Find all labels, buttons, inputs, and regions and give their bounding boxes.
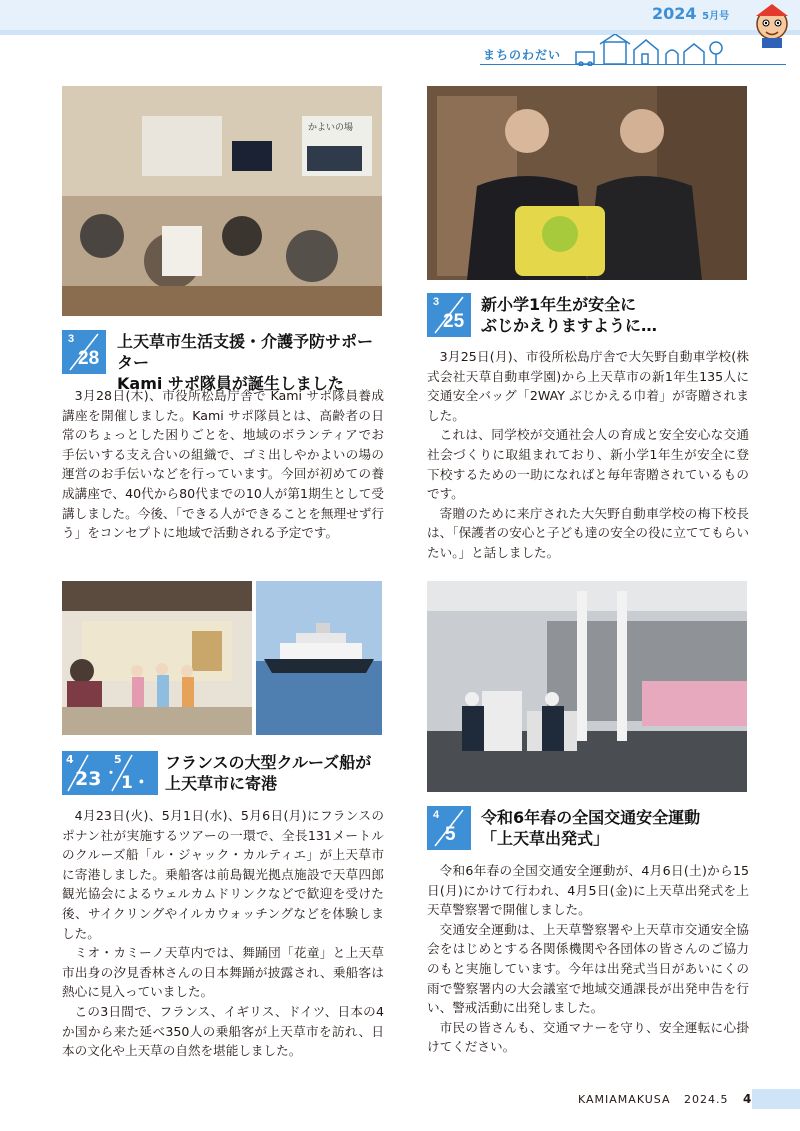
badge-month: 4 xyxy=(433,809,440,821)
badge-month: 3 xyxy=(433,296,440,308)
footer-magazine xyxy=(578,1093,729,1106)
article4-paragraph-1: 令和6年春の全国交通安全運動が、4月6日(土)から15日(月)にかけて行われ、4月5日(金)に上天草出発式を上天草警察署で開催しました。 xyxy=(427,863,749,918)
article1-paragraph: 3月28日(木)、市役所松島庁舎で Kami サポ隊員養成講座を開催しました。Kami サポ隊員とは、高齢者の日常のちょっとした困りごとを、地域のボランティアでお手伝いする支え合いの組織で、ゴミ出しやかよいの場の運営のお手伝いなどを行っています。今回が初めての養成講座で、40代から80代までの10人が第1期生として受講しました。今後、「できる人ができることを無理せず行う」をコンセプトに地域で活動される予定です。 xyxy=(62,388,384,541)
badge-day: 5 xyxy=(445,824,456,845)
article2-photo xyxy=(427,86,747,280)
article3-photo-ship xyxy=(256,581,382,735)
article3-body xyxy=(62,806,384,1061)
article3-paragraph-2: ミオ・カミーノ天草内では、舞踊団「花童」と上天草市出身の汐見香林さんの日本舞踊が披露され、乗船客は熱心に見入っていました。 xyxy=(62,945,384,1000)
article4-paragraph-3: 市民の皆さんも、交通マナーを守り、安全運転に心掛けてください。 xyxy=(427,1019,749,1055)
town-skyline-icon xyxy=(572,34,732,66)
photo-sign-text: かよいの場 xyxy=(308,123,354,133)
section-rule xyxy=(480,64,786,65)
article3-title xyxy=(165,752,395,794)
article4-body xyxy=(427,861,749,1057)
issue-month: 5月号 xyxy=(702,11,730,22)
badge-separator-dot: ・ xyxy=(104,766,118,782)
badge-month: 3 xyxy=(68,333,75,345)
article2-paragraph-3: 寄贈のために来庁された大矢野自動車学校の梅下校長は、「保護者の安心と子ども達の安全の役に立ててもらいたい。」と話しました。 xyxy=(427,505,749,560)
article2-title xyxy=(481,294,761,336)
page-number: 4 xyxy=(743,1092,752,1106)
badge-month: 4 xyxy=(66,753,74,766)
article1-photo xyxy=(62,86,382,316)
article2-body xyxy=(427,347,749,563)
article2-title-line1: 新小学1年生が安全に xyxy=(481,295,637,314)
article2-paragraph-1: 3月25日(月)、市役所松島庁舎で大矢野自動車学校(株式会社天草自動車学園)から上天草市の新1年生135人に交通安全バッグ「2WAY ぶじかえる巾着」が寄贈されました。 xyxy=(427,349,749,423)
article1-title-line2: Kami サポ隊員が誕生しました xyxy=(117,374,344,393)
article1-title xyxy=(117,331,387,394)
footer-accent-bar xyxy=(752,1089,800,1109)
badge-day: 25 xyxy=(443,311,465,332)
article1-body xyxy=(62,386,384,543)
article3-title-line2: 上天草市に寄港 xyxy=(165,774,278,793)
issue-year: 2024 xyxy=(652,4,697,23)
article3-paragraph-1: 4月23日(火)、5月1日(水)、5月6日(月)にフランスのポナン社が実施するツアーの一環で、全長131メートルのクルーズ船「ル・ジャック・カルティエ」が上天草市に寄港しました。乗船客は前島観光拠点施設で天草四郎観光協会によるウェルカムドリンクなどで歓迎を受けた後、サイクリングやイルカウォッチングなどを体験しました。 xyxy=(62,808,384,941)
article4-photo xyxy=(427,581,747,792)
issue-date xyxy=(652,4,729,23)
section-title: まちのわだい xyxy=(483,48,562,62)
article3-paragraph-3: この3日間で、フランス、イギリス、ドイツ、日本の4か国から来た延べ350人の乗船客が上天草市を訪れ、日本の文化や上天草の自然を堪能しました。 xyxy=(62,1003,384,1059)
article3-title-line1: フランスの大型クルーズ船が xyxy=(165,753,372,772)
article4-date-badge xyxy=(427,806,471,850)
article2-date-badge xyxy=(427,293,471,337)
magazine-name: KAMIAMAKUSA xyxy=(578,1093,671,1106)
article1-date-badge xyxy=(62,330,106,374)
badge-day: 23 xyxy=(75,768,102,790)
article1-title-line1: 上天草市生活支援・介護予防サポーター xyxy=(117,332,374,372)
article4-title-line1: 令和6年春の全国交通安全運動 xyxy=(481,808,701,827)
magazine-issue: 2024.5 xyxy=(684,1093,729,1106)
article2-title-line2: ぶじかえりますように… xyxy=(481,316,658,335)
badge-day: 28 xyxy=(78,348,100,369)
article4-title-line2: 「上天草出発式」 xyxy=(481,829,610,848)
mascot-icon xyxy=(748,2,796,50)
badge-month-2: 5 xyxy=(114,753,122,766)
article3-photo-dance xyxy=(62,581,252,735)
article3-date-badge xyxy=(62,751,158,813)
article4-paragraph-2: 交通安全運動は、上天草警察署や上天草市交通安全協会をはじめとする各関係機関や各団体の皆さんのご協力のもと実施しています。今年は出発式当日があいにくの雨で警察署内の大会議室で地域交通課長が出発申告を行い、警戒活動に出発しました。 xyxy=(427,921,749,1016)
badge-day-2: 1・6 xyxy=(121,773,150,813)
article4-title xyxy=(481,807,771,849)
article2-paragraph-2: これは、同学校が交通社会人の育成と安全安心な交通社会づくりに取組まれており、新小学1年生が安全に登下校するための一助になればと毎年寄贈されているものです。 xyxy=(427,427,749,502)
